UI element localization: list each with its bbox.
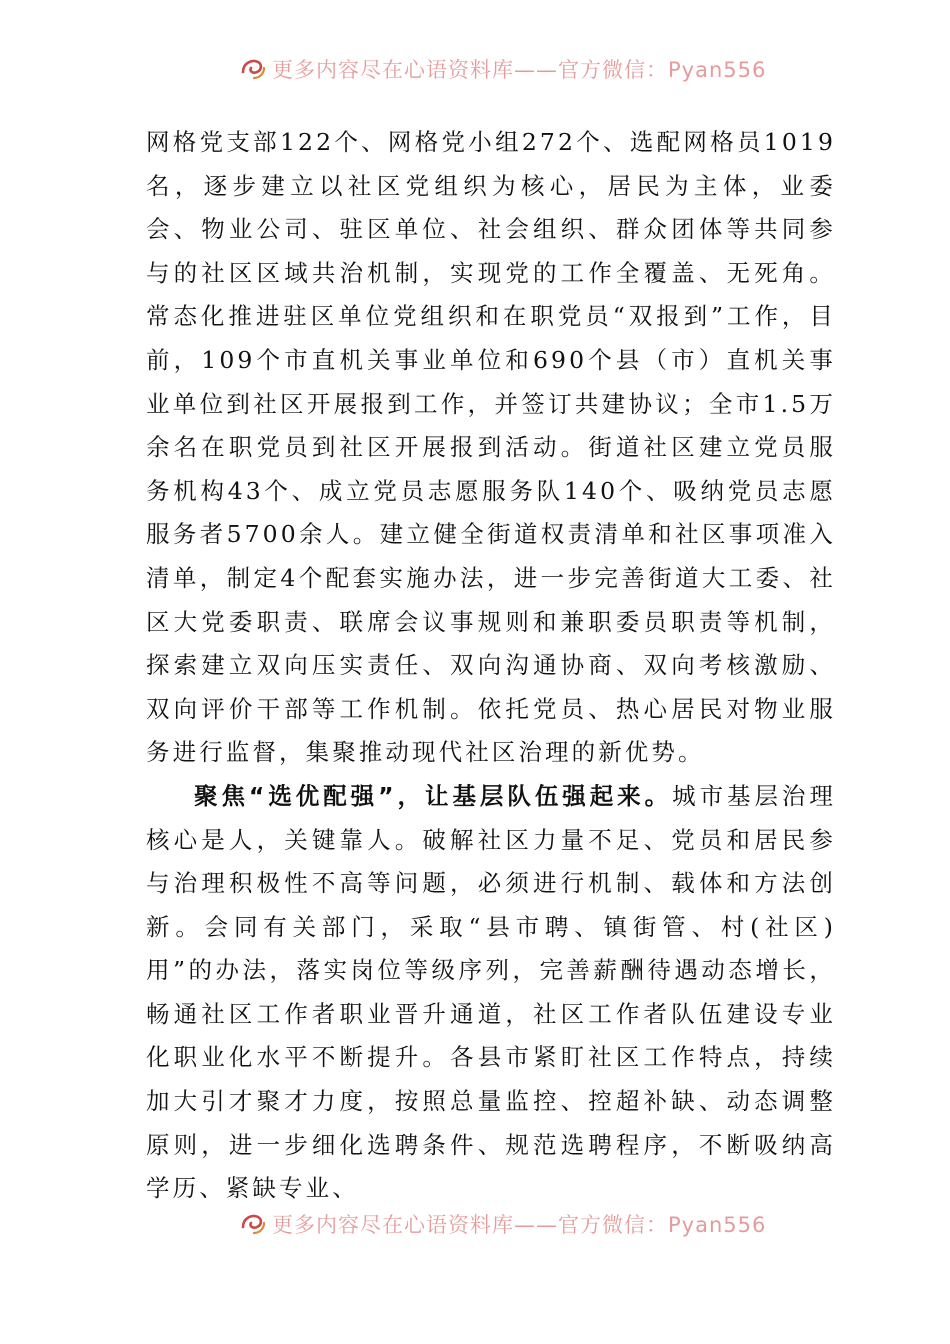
- watermark-text: 更多内容尽在心语资料库——官方微信：Pyan556: [272, 58, 767, 82]
- paragraph-2-body: 城市基层治理核心是人，关键靠人。破解社区力量不足、党员和居民参与治理积极性不高等问题，必须进行机制、载体和方法创新。会同有关部门，采取“县市聘、镇街管、村(社区)用”的办法，落实岗位等级序列，完善薪酬待遇动态增长，畅通社区工作者职业晋升通道，社区工作者队伍建设专业化职业化水平不断提升。各县市紧盯社区工作特点，持续加大引才聚才力度，按照总量监控、控超补缺、动态调整原则，进一步细化选聘条件、规范选聘程序，不断吸纳高学历、紧缺专业、: [146, 781, 836, 1203]
- watermark-text: 更多内容尽在心语资料库——官方微信：Pyan556: [272, 1213, 767, 1237]
- paragraph-2-lead: 聚焦“选优配强”，让基层队伍强起来。: [194, 781, 673, 810]
- paragraph-1: 网格党支部122个、网格党小组272个、选配网格员1019名，逐步建立以社区党组织为核心，居民为主体，业委会、物业公司、驻区单位、社会组织、群众团体等共同参与的社区区域共治机制，实现党的工作全覆盖、无死角。常态化推进驻区单位党组织和在职党员“双报到”工作，目前，109个市直机关事业单位和690个县（市）直机关事业单位到社区开展报到工作，并签订共建协议；全市1.5万余名在职党员到社区开展报到活动。街道社区建立党员服务机构43个、成立党员志愿服务队140个、吸纳党员志愿服务者5700余人。建立健全街道权责清单和社区事项准入清单，制定4个配套实施办法，进一步完善街道大工委、社区大党委职责、联席会议事规则和兼职委员职责等机制，探索建立双向压实责任、双向沟通协商、双向考核激励、双向评价干部等工作机制。依托党员、热心居民对物业服务进行监督，集聚推动现代社区治理的新优势。: [146, 128, 836, 767]
- document-body: [146, 121, 836, 1211]
- watermark-header: [0, 44, 950, 84]
- swirl-logo-icon: [240, 1212, 266, 1236]
- watermark-footer: [0, 1199, 950, 1239]
- swirl-logo-icon: [240, 57, 266, 81]
- paragraph-2: [146, 775, 836, 1211]
